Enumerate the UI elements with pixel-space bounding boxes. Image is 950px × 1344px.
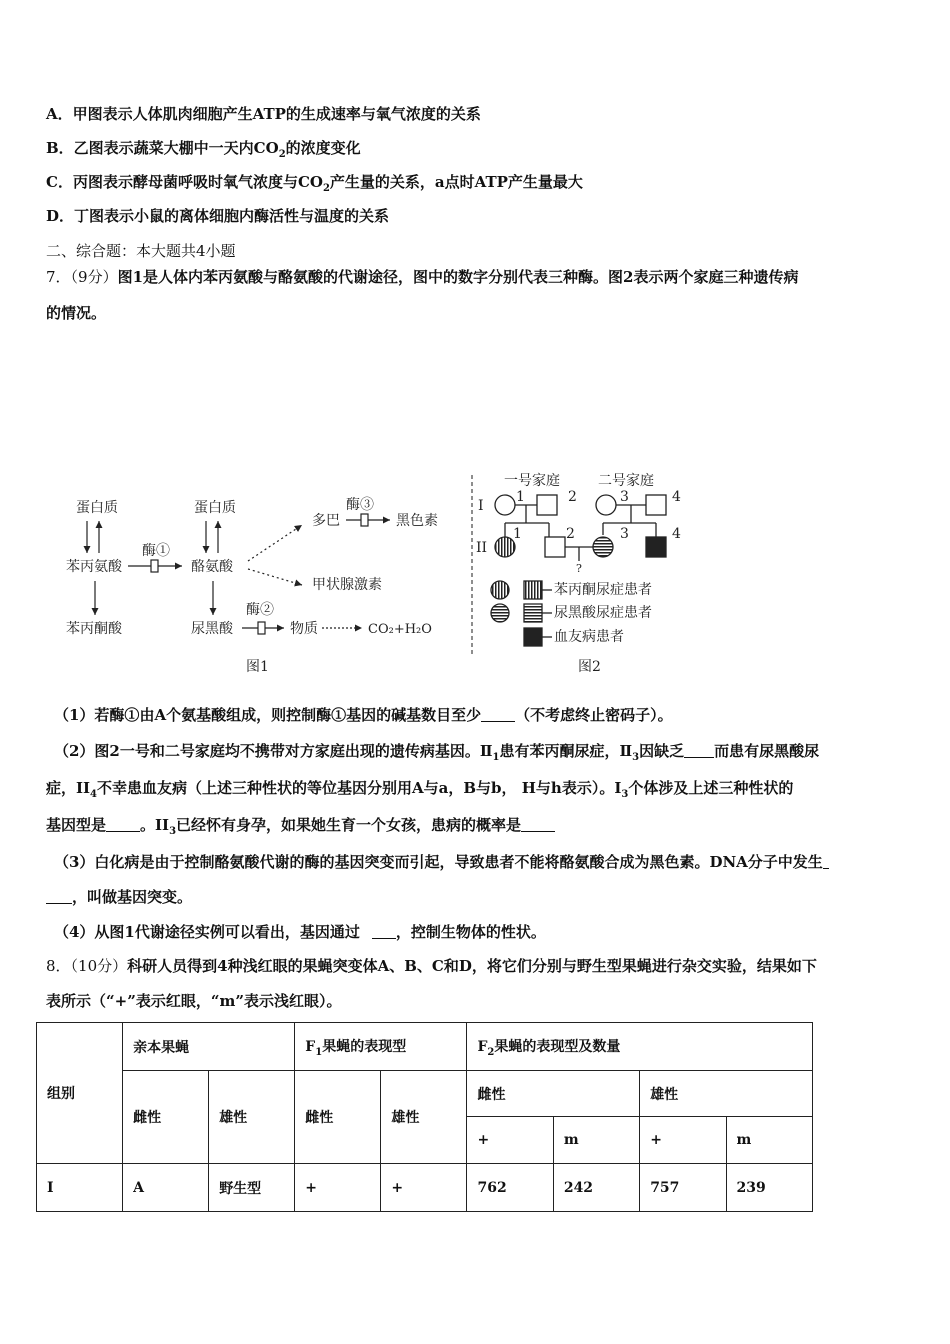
fig2-ii4-label: 4 — [672, 526, 681, 542]
fig2-family1: 一号家庭 — [504, 473, 560, 489]
option-b: B．乙图表示蔬菜大棚中一天内$CO_2$的浓度变化 — [46, 139, 361, 160]
cell-f1-male: + — [381, 1164, 467, 1212]
th-f2: $F_2$果蝇的表现型及数量 — [467, 1023, 813, 1071]
option-c: C．丙图表示酵母菌呼吸时氧气浓度与$CO_2$产生量的关系，a点时ATP产生量最大 — [46, 173, 583, 194]
th-group: 组别 — [37, 1023, 123, 1164]
fig2-i2-label: 2 — [568, 489, 577, 505]
cell-parent-female: A — [123, 1164, 209, 1212]
cell-parent-male: 野生型 — [209, 1164, 295, 1212]
fig2-legend-hemo: 血友病患者 — [554, 629, 624, 645]
q7-stem-line1: 7．（9分）图1是人体内苯丙氨酸与酪氨酸的代谢途径，图中的数字分别代表三种酶。图2表示两个家庭三种遗传病 — [46, 268, 799, 286]
th-f2-male-m: m — [726, 1117, 812, 1164]
fig1-tyrosine: 酪氨酸 — [191, 559, 233, 575]
q7-sub2-line3: 基因型是 。$II_3$已经怀有身孕，如果她生育一个女孩，患病的概率是 — [46, 814, 555, 837]
fig2-ii1-label: 1 — [513, 526, 522, 542]
option-d: D．丁图表示小鼠的离体细胞内酶活性与温度的关系 — [46, 207, 390, 225]
th-f2-female-m: m — [553, 1117, 639, 1164]
fig1-melanin: 黑色素 — [396, 513, 438, 529]
fig1-co2-h2o: CO₂+H₂O — [368, 622, 432, 637]
q7-sub2-blank3[interactable] — [521, 817, 555, 832]
fig2-caption: 图2 — [578, 659, 601, 675]
fig2-unknown: ? — [576, 562, 582, 575]
fig2-ii2-label: 2 — [566, 526, 575, 542]
q7-sub1: （1）若酶①由A个氨基酸组成，则控制酶①基因的碱基数目至少 （不考虑终止密码子）。 — [54, 706, 673, 724]
th-f1: $F_1$果蝇的表现型 — [295, 1023, 467, 1071]
th-f2-female: 雌性 — [467, 1071, 640, 1117]
fig2-legend-pku: 苯丙酮尿症患者 — [554, 582, 652, 598]
q7-sub3-blank-a[interactable] — [823, 854, 829, 869]
fig1-homogentisate: 尿黑酸 — [191, 621, 233, 637]
q8-stem-line2: 表所示（“+”表示红眼，“m”表示浅红眼）。 — [46, 992, 342, 1010]
fig1-dopa: 多巴 — [312, 513, 340, 529]
q7-sub3-line1: （3）白化病是由于控制酪氨酸代谢的酶的基因突变而引起，导致患者不能将酪氨酸合成为黑色素。DNA分子中发生 — [54, 851, 829, 872]
q8-stem-line1: 8．（10分）科研人员得到4种浅红眼的果蝇突变体A、B、C和D，将它们分别与野生型果蝇进行杂交实验，结果如下 — [46, 957, 817, 975]
th-parent-female: 雌性 — [123, 1071, 209, 1164]
fig2-gen2: II — [476, 540, 488, 556]
fig1-enzyme3: 酶③ — [346, 497, 374, 513]
fig1-thyroxine: 甲状腺激素 — [312, 577, 382, 593]
cell-group: I — [37, 1164, 123, 1212]
option-a: A．甲图表示人体肌肉细胞产生ATP的生成速率与氧气浓度的关系 — [46, 105, 481, 123]
q7-sub4-blank[interactable] — [372, 924, 396, 939]
cell-f2-female-m: 242 — [553, 1164, 639, 1212]
cell-f1-female: + — [295, 1164, 381, 1212]
fig1-caption: 图1 — [246, 659, 269, 675]
fig2-legend-alk: 尿黑酸尿症患者 — [554, 605, 652, 621]
th-f2-male-plus: + — [640, 1117, 726, 1164]
q7-sub2-line1: （2）图2一号和二号家庭均不携带对方家庭出现的遗传病基因。$Ⅱ_1$患有苯丙酮尿症，$Ⅱ_3$因缺乏 而患有尿黑酸尿 — [54, 742, 820, 763]
table-row — [37, 1164, 813, 1212]
fig2-i1-label: 1 — [516, 489, 525, 505]
th-f2-female-plus: + — [467, 1117, 553, 1164]
fig2-i4-label: 4 — [672, 489, 681, 505]
fig2-ii3-label: 3 — [620, 526, 629, 542]
th-f2-male: 雄性 — [640, 1071, 813, 1117]
q7-sub2-blank2[interactable] — [106, 817, 140, 832]
fig1-phenylalanine: 苯丙氨酸 — [66, 559, 122, 575]
cell-f2-female-plus: 762 — [467, 1164, 553, 1212]
q7-figures — [0, 465, 950, 695]
q7-sub2-blank1[interactable] — [684, 743, 714, 758]
fig1-phenylpyruvate: 苯丙酮酸 — [66, 621, 122, 637]
fig1-enzyme1: 酶① — [142, 543, 170, 559]
fig1-protein-left: 蛋白质 — [76, 500, 118, 516]
q7-sub3-blank-b[interactable] — [46, 889, 72, 904]
th-parents: 亲本果蝇 — [123, 1023, 295, 1071]
fig1-protein-right: 蛋白质 — [194, 500, 236, 516]
q7-sub1-blank[interactable] — [481, 707, 515, 722]
q7-sub4: （4）从图1代谢途径实例可以看出，基因通过 ，控制生物体的性状。 — [54, 923, 546, 941]
fig1-enzyme2: 酶② — [246, 602, 274, 618]
q7-sub3-line2: ，叫做基因突变。 — [46, 886, 192, 907]
section-heading: 二、综合题：本大题共4小题 — [46, 242, 236, 260]
fig2-i3-label: 3 — [620, 489, 629, 505]
cell-f2-male-plus: 757 — [640, 1164, 726, 1212]
th-f1-female: 雌性 — [295, 1071, 381, 1164]
fig2-family2: 二号家庭 — [598, 473, 654, 489]
th-parent-male: 雄性 — [209, 1071, 295, 1164]
q7-stem-line2: 的情况。 — [46, 304, 107, 322]
q8-results-table — [36, 1022, 813, 1212]
cell-f2-male-m: 239 — [726, 1164, 812, 1212]
th-f1-male: 雄性 — [381, 1071, 467, 1164]
fig1-substance: 物质 — [290, 621, 318, 637]
q7-sub2-line2: 症，$II_4$不幸患血友病（上述三种性状的等位基因分别用A与a，B与b， H与h表示）。$I_3$个体涉及上述三种性状的 — [46, 779, 794, 800]
fig2-gen1: I — [478, 498, 484, 514]
